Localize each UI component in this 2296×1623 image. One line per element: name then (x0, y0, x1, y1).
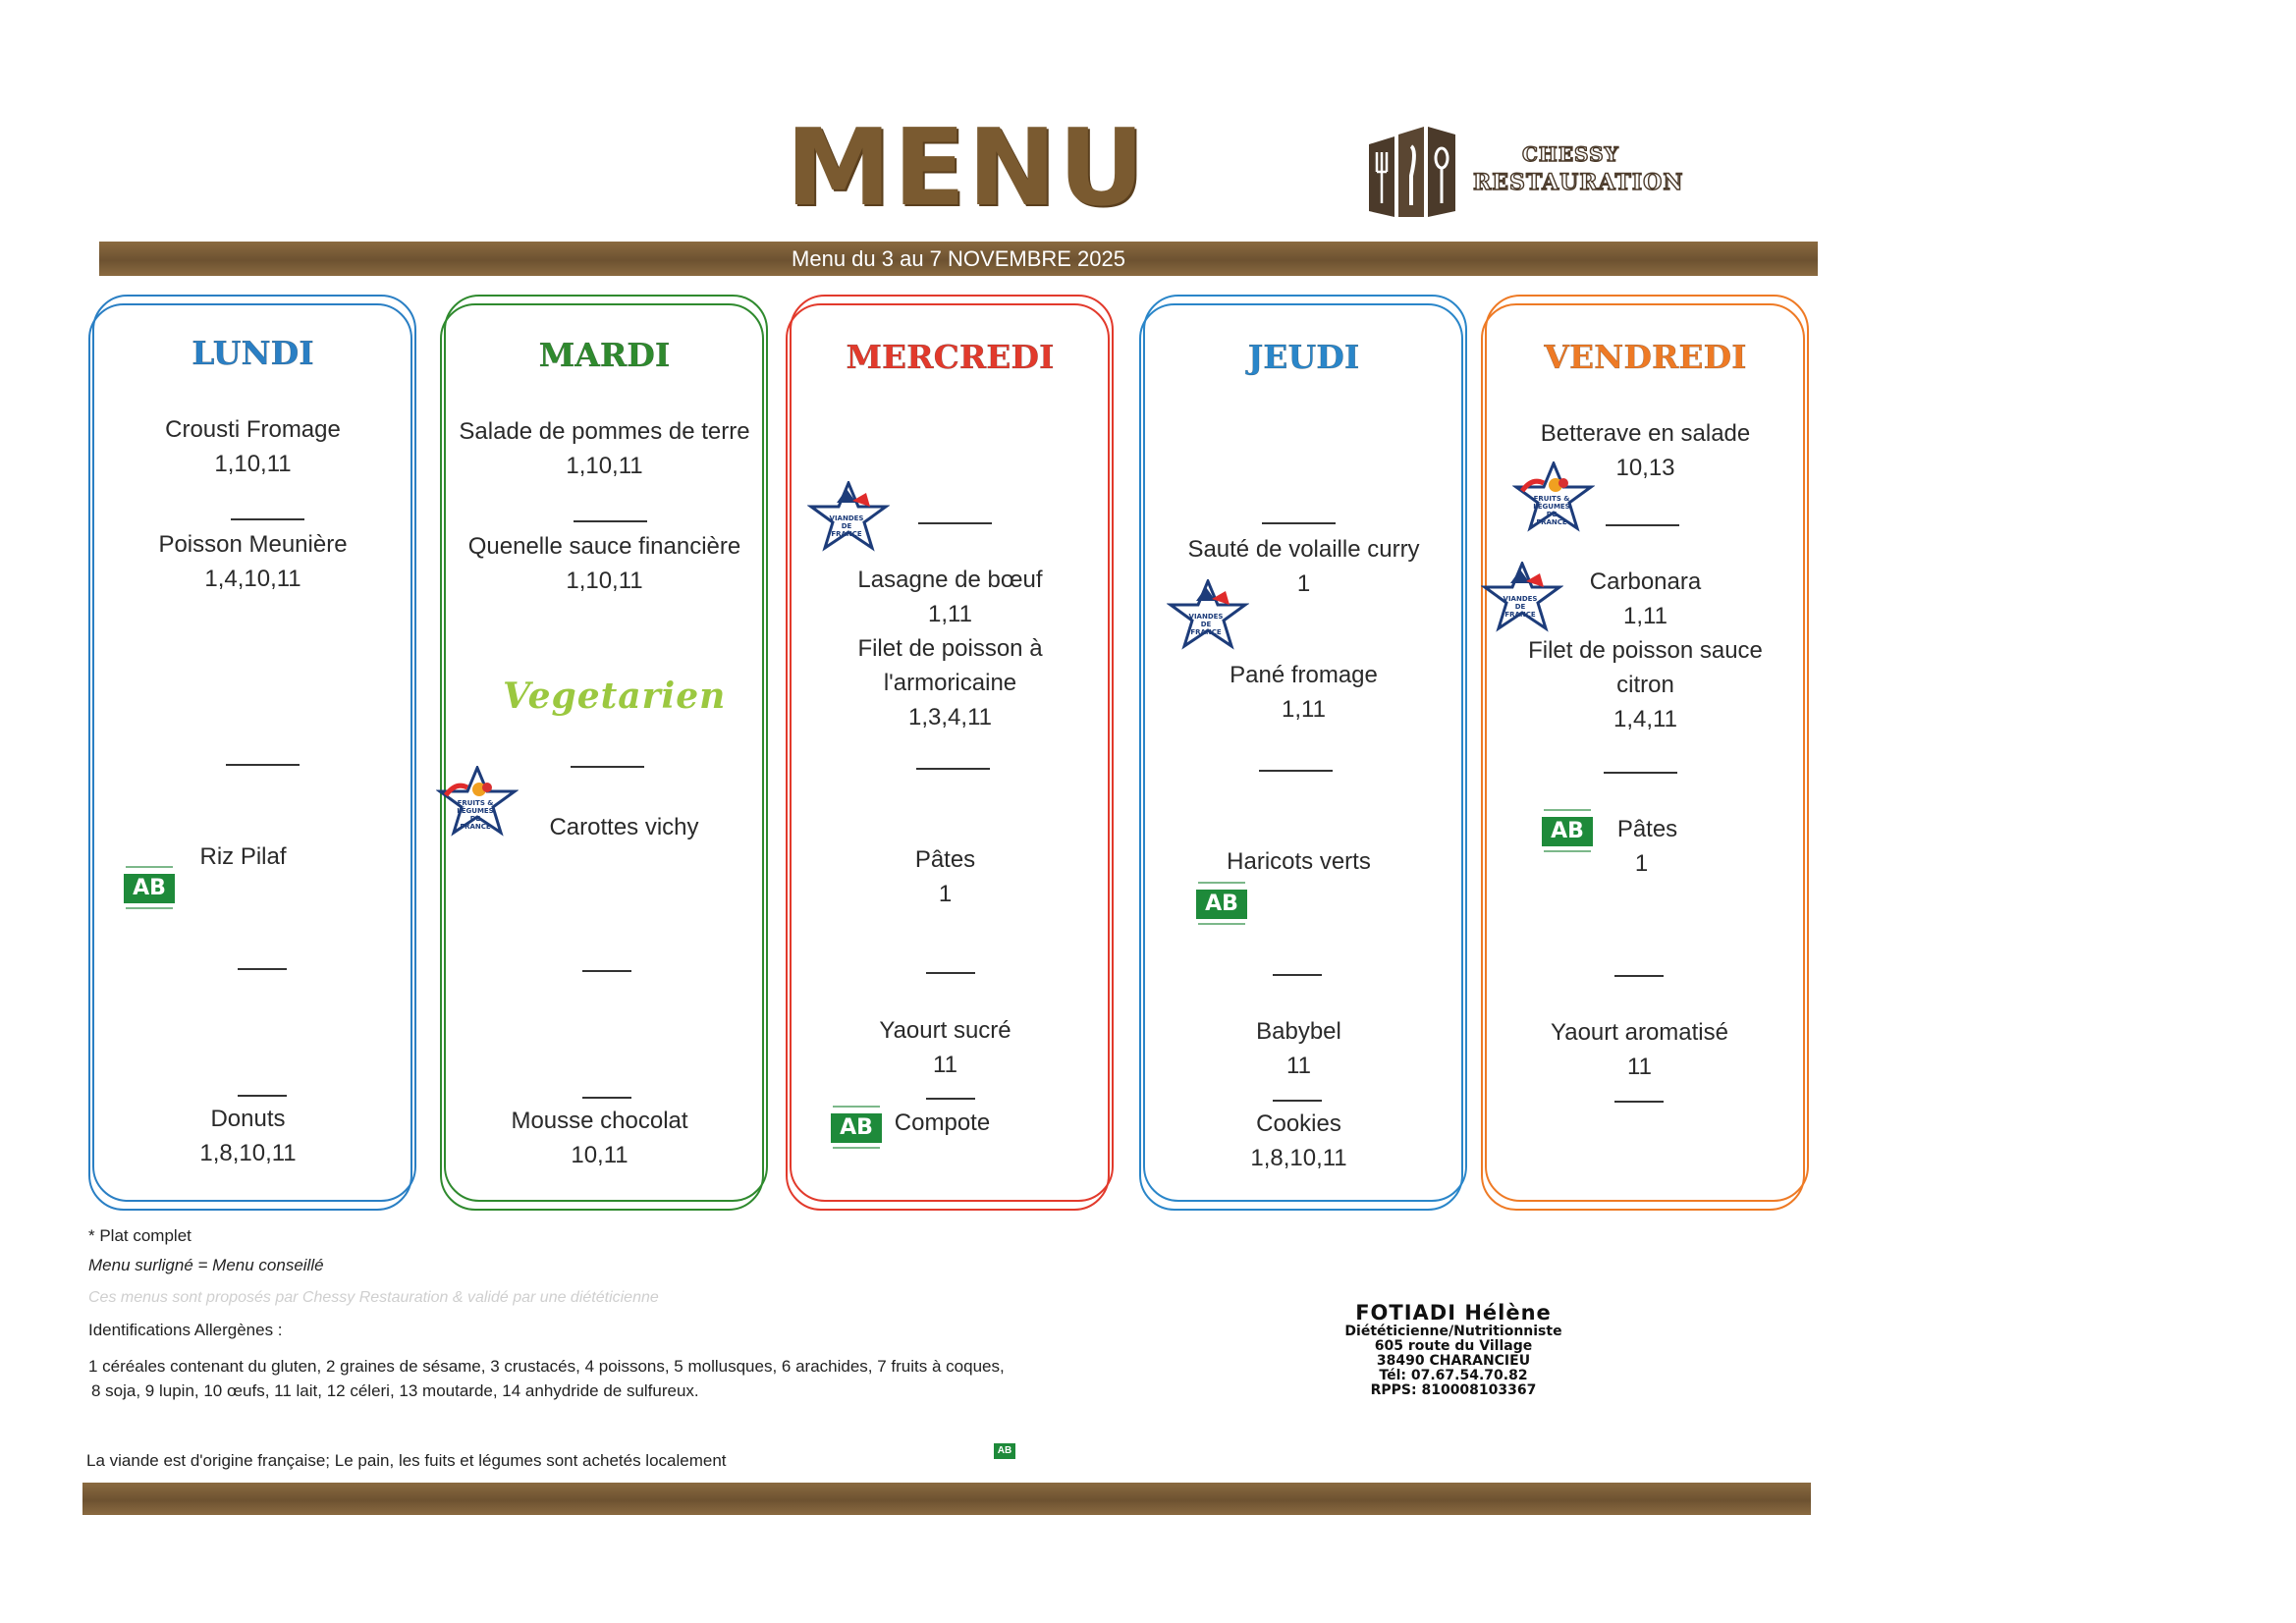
allergenes-line-1: 1 céréales contenant du gluten, 2 graines de sésame, 3 crustacés, 4 poissons, 5 mollusques, 6 arachides, 7 fruits à coques, (88, 1357, 1005, 1376)
plat-allergens-lundi: 1,4,10,11 (204, 566, 301, 592)
ab-organic-icon: AB (1190, 878, 1255, 933)
laitage-allergens-vendredi: 11 (1627, 1054, 1652, 1080)
separator (571, 766, 644, 768)
plat2-line1-mercredi: Filet de poisson à (857, 635, 1043, 662)
dietitian-phone: Tél: 07.67.54.70.82 (1379, 1368, 1528, 1383)
dessert-mercredi: Compote (894, 1109, 991, 1136)
separator (926, 972, 975, 974)
separator (1614, 1101, 1664, 1103)
plat2-line1-vendredi: Filet de poisson sauce (1528, 637, 1763, 664)
column-vendredi (1481, 295, 1810, 1213)
plat2-allergens-jeudi: 1,11 (1282, 696, 1326, 723)
accompagnement-jeudi: Haricots verts (1227, 848, 1371, 875)
separator (1604, 772, 1677, 774)
page-title: MENU (786, 107, 1147, 230)
entree-mardi: Salade de pommes de terre (459, 418, 750, 445)
ab-organic-icon: AB (118, 862, 183, 917)
dessert-allergens-lundi: 1,8,10,11 (199, 1140, 297, 1166)
dietitian-address: 605 route du Village (1374, 1338, 1533, 1354)
week-label: Menu du 3 au 7 NOVEMBRE 2025 (792, 246, 1125, 271)
laitage-jeudi: Babybel (1256, 1018, 1341, 1045)
column-mardi (440, 295, 769, 1213)
accompagnement-lundi: Riz Pilaf (199, 843, 287, 870)
accompagnement-mardi: Carottes vichy (549, 814, 699, 840)
separator (582, 970, 631, 972)
ab-organic-small-icon: AB (992, 1441, 1017, 1467)
plat-mercredi: Lasagne de bœuf (857, 567, 1043, 593)
accompagnement-vendredi: Pâtes (1616, 816, 1678, 842)
separator (916, 768, 990, 770)
dessert-allergens-mardi: 10,11 (571, 1142, 629, 1168)
day-title-vendredi: VENDREDI (1544, 338, 1747, 376)
accompagnement-allergens-vendredi: 1 (1634, 850, 1649, 877)
dietitian-city: 38490 CHARANCIEU (1376, 1353, 1531, 1369)
accompagnement-mercredi: Pâtes (914, 846, 976, 873)
day-title-lundi: LUNDI (191, 334, 314, 372)
plat-mardi: Quenelle sauce financière (467, 533, 741, 560)
laitage-allergens-mercredi: 11 (933, 1052, 957, 1078)
fruits-legumes-de-france-icon: FRUITS & LÉGUMES DE FRANCE (1512, 461, 1595, 532)
dietitian-stamp (1267, 1301, 1640, 1398)
fruits-legumes-de-france-icon: FRUITS & LÉGUMES DE FRANCE (436, 766, 519, 837)
plat-allergens-jeudi: 1 (1296, 570, 1311, 597)
column-jeudi (1139, 295, 1468, 1213)
plat-allergens-mardi: 1,10,11 (566, 568, 643, 594)
plat-allergens-mercredi: 1,11 (928, 601, 972, 627)
laitage-mercredi: Yaourt sucré (879, 1017, 1011, 1044)
separator (1262, 522, 1336, 524)
day-title-mercredi: MERCREDI (846, 338, 1055, 376)
plat-lundi: Poisson Meunière (158, 531, 348, 558)
separator (1273, 1100, 1322, 1102)
dietitian-title: Diététicienne/Nutritionniste (1344, 1324, 1562, 1339)
separator (582, 1097, 631, 1099)
dessert-lundi: Donuts (210, 1106, 286, 1132)
viandes-de-france-icon: VIANDES DE FRANCE (1481, 562, 1563, 632)
proposes-note: Ces menus sont proposés par Chessy Restauration & validé par une diététicienne (88, 1289, 659, 1306)
dietitian-rpps: RPPS: 810008103367 (1370, 1382, 1537, 1398)
dessert-allergens-jeudi: 1,8,10,11 (1250, 1145, 1347, 1171)
allergenes-title: Identifications Allergènes : (88, 1321, 283, 1339)
entree-allergens-mardi: 1,10,11 (566, 453, 643, 479)
plat2-line2-mercredi: l'armoricaine (883, 670, 1017, 696)
laitage-allergens-jeudi: 11 (1286, 1053, 1311, 1079)
logo-line-1: CHESSY (1522, 142, 1619, 166)
separator (1606, 524, 1679, 526)
accompagnement-allergens-mercredi: 1 (938, 881, 953, 907)
origine-note: La viande est d'origine française; Le pain, les fuits et légumes sont achetés localement (86, 1451, 727, 1470)
allergenes-line-2: 8 soja, 9 lupin, 10 œufs, 11 lait, 12 céleri, 13 moutarde, 14 anhydride de sulfureux. (91, 1381, 699, 1400)
menu-conseille-note: Menu surligné = Menu conseillé (88, 1256, 324, 1274)
plat2-line2-vendredi: citron (1616, 672, 1674, 698)
plat-allergens-vendredi: 1,11 (1623, 603, 1667, 629)
dessert-jeudi: Cookies (1256, 1110, 1341, 1137)
entree-vendredi: Betterave en salade (1540, 420, 1751, 447)
column-lundi (88, 295, 417, 1213)
viandes-de-france-icon: VIANDES DE FRANCE (1167, 579, 1249, 650)
separator (1259, 770, 1333, 772)
separator (231, 518, 304, 520)
restaurant-logo (1365, 123, 1689, 221)
plat-vendredi: Carbonara (1589, 568, 1702, 595)
cutlery-icon (1365, 123, 1473, 221)
separator (1273, 974, 1322, 976)
dietitian-name: FOTIADI Hélène (1355, 1301, 1552, 1325)
column-mercredi (786, 295, 1115, 1213)
separator (926, 1098, 975, 1100)
laitage-vendredi: Yaourt aromatisé (1551, 1019, 1728, 1046)
day-title-mardi: MARDI (538, 336, 671, 374)
plat-complet-note: * Plat complet (88, 1226, 191, 1245)
separator (226, 764, 300, 766)
day-title-jeudi: JEUDI (1247, 338, 1360, 376)
logo-line-2: RESTAURATION (1473, 170, 1684, 195)
viandes-de-france-icon: VIANDES DE FRANCE (807, 481, 890, 552)
ab-organic-icon: AB (1536, 805, 1601, 860)
entree-lundi: Crousti Fromage (165, 416, 341, 443)
dessert-mardi: Mousse chocolat (511, 1108, 688, 1134)
entree-allergens-lundi: 1,10,11 (214, 451, 292, 477)
bottom-banner (82, 1483, 1811, 1515)
separator (238, 1095, 287, 1097)
ab-organic-icon: AB (825, 1102, 890, 1157)
plat2-allergens-vendredi: 1,4,11 (1613, 706, 1677, 732)
entree-allergens-vendredi: 10,13 (1615, 455, 1675, 481)
separator (918, 522, 992, 524)
vegetarien-label: Vegetarien (503, 676, 727, 717)
plat2-allergens-mercredi: 1,3,4,11 (908, 704, 992, 730)
separator (1614, 975, 1664, 977)
separator (574, 520, 647, 522)
separator (238, 968, 287, 970)
plat2-jeudi: Pané fromage (1230, 662, 1378, 688)
plat-jeudi: Sauté de volaille curry (1187, 536, 1420, 563)
week-banner (99, 242, 1818, 276)
